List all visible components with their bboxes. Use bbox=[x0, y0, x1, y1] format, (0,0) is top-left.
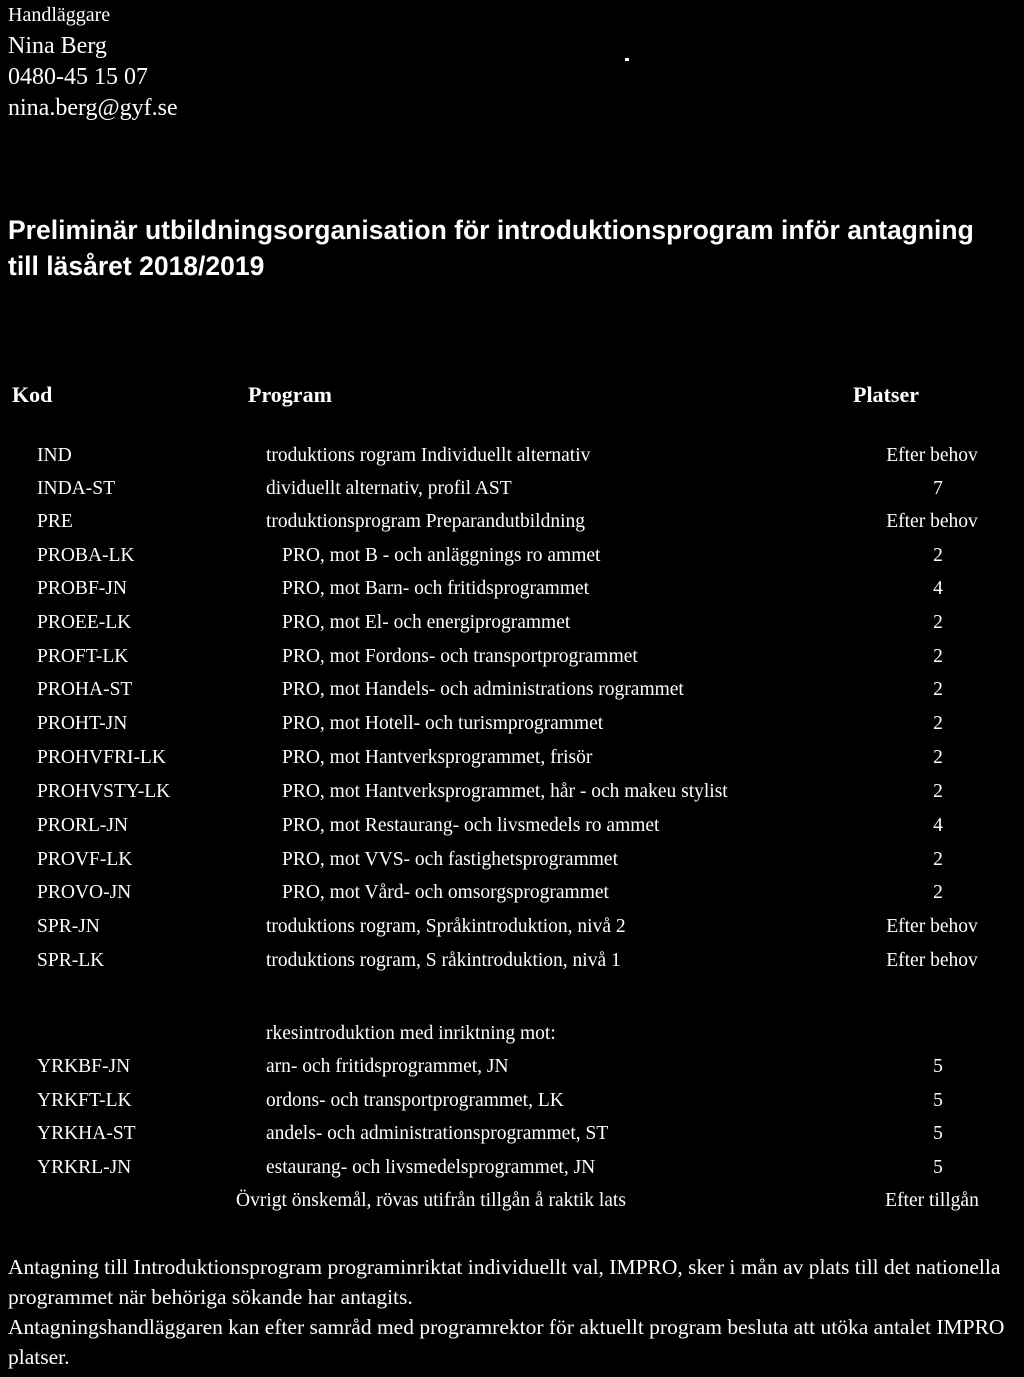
footer-paragraph: Antagningshandläggaren kan efter samråd med programrektor för aktuellt program besluta att utöka antalet IMPRO platser. bbox=[8, 1315, 1005, 1369]
row-platser: 5 bbox=[933, 1123, 943, 1144]
row-platser: Efter behov bbox=[886, 950, 978, 971]
row-program: PRO, mot Barn- och fritidsprogrammet bbox=[282, 578, 590, 599]
row-platser: 5 bbox=[933, 1157, 943, 1178]
table-row bbox=[0, 673, 1024, 706]
table-row bbox=[0, 910, 1024, 943]
contact-block bbox=[8, 0, 178, 124]
page-title: Preliminär utbildningsorganisation för introduktionsprogram inför antagning till läsåret 2018/2019 bbox=[8, 215, 974, 281]
table-row bbox=[0, 944, 1024, 977]
row-code: PROVF-LK bbox=[37, 849, 133, 870]
table-row bbox=[0, 472, 1024, 505]
row-code: PRORL-JN bbox=[37, 815, 129, 836]
row-program: PRO, mot Restaurang- och livsmedels ro ammet bbox=[282, 815, 660, 836]
column-header-kod: Kod bbox=[12, 382, 53, 407]
table-row bbox=[0, 775, 1024, 808]
table-row bbox=[0, 809, 1024, 842]
row-code: PROBF-JN bbox=[37, 578, 127, 599]
row-program: estaurang- och livsmedelsprogrammet, JN bbox=[266, 1157, 596, 1178]
table-row bbox=[0, 606, 1024, 639]
row-platser: 2 bbox=[933, 713, 943, 734]
row-platser: 2 bbox=[933, 781, 943, 802]
row-code: PROVO-JN bbox=[37, 882, 132, 903]
row-program: Övrigt önskemål, rövas utifrån tillgån å raktik lats bbox=[236, 1190, 626, 1211]
row-code: PROFT-LK bbox=[37, 646, 129, 667]
row-code: PROHA-ST bbox=[37, 679, 133, 700]
table-row bbox=[0, 707, 1024, 740]
row-platser: Efter behov bbox=[886, 445, 978, 466]
row-program: andels- och administrationsprogrammet, ST bbox=[266, 1123, 609, 1144]
table-row bbox=[0, 1151, 1024, 1184]
footer-notes bbox=[8, 1252, 1018, 1372]
row-platser: 7 bbox=[933, 478, 943, 499]
table-row bbox=[0, 1184, 1024, 1217]
row-program: dividuellt alternativ, profil AST bbox=[266, 478, 512, 499]
row-program: PRO, mot Hotell- och turismprogrammet bbox=[282, 713, 604, 734]
row-code: YRKBF-JN bbox=[37, 1056, 131, 1077]
row-program: PRO, mot Hantverksprogrammet, frisör bbox=[282, 747, 593, 768]
contact-role: Handläggare bbox=[8, 4, 111, 26]
row-program: PRO, mot Vård- och omsorgsprogrammet bbox=[282, 882, 609, 903]
yrk-section-title: rkesintroduktion med inriktning mot: bbox=[266, 1023, 556, 1044]
row-code: PROEE-LK bbox=[37, 612, 132, 633]
table-row bbox=[0, 843, 1024, 876]
row-program: troduktions rogram, S råkintroduktion, nivå 1 bbox=[266, 950, 621, 971]
row-code: PROBA-LK bbox=[37, 545, 135, 566]
row-program: arn- och fritidsprogrammet, JN bbox=[266, 1056, 509, 1077]
row-code: PRE bbox=[37, 511, 73, 532]
row-code: YRKRL-JN bbox=[37, 1157, 132, 1178]
row-code: IND bbox=[37, 445, 72, 466]
table-row bbox=[0, 1050, 1024, 1083]
table-row bbox=[0, 439, 1024, 472]
row-code: PROHVFRI-LK bbox=[37, 747, 166, 768]
contact-email: nina.berg@gyf.se bbox=[8, 95, 178, 121]
row-code: YRKHA-ST bbox=[37, 1123, 136, 1144]
row-platser: Efter behov bbox=[886, 916, 978, 937]
table-row bbox=[0, 539, 1024, 572]
row-platser: 2 bbox=[933, 646, 943, 667]
row-code: PROHVSTY-LK bbox=[37, 781, 171, 802]
row-platser: 2 bbox=[933, 882, 943, 903]
row-platser: 5 bbox=[933, 1090, 943, 1111]
row-platser: Efter behov bbox=[886, 511, 978, 532]
table-row bbox=[0, 572, 1024, 605]
row-program: troduktions rogram, Språkintroduktion, nivå 2 bbox=[266, 916, 626, 937]
row-platser: 2 bbox=[933, 545, 943, 566]
row-code: PROHT-JN bbox=[37, 713, 128, 734]
row-platser: 2 bbox=[933, 747, 943, 768]
row-platser: 2 bbox=[933, 612, 943, 633]
row-platser: 5 bbox=[933, 1056, 943, 1077]
table-row bbox=[0, 741, 1024, 774]
column-header-program: Program bbox=[248, 382, 332, 407]
contact-name: Nina Berg bbox=[8, 33, 107, 59]
row-program: PRO, mot El- och energiprogrammet bbox=[282, 612, 571, 633]
row-program: PRO, mot Fordons- och transportprogrammet bbox=[282, 646, 638, 667]
scan-speck bbox=[625, 58, 629, 61]
contact-phone: 0480-45 15 07 bbox=[8, 64, 148, 90]
table-row bbox=[0, 640, 1024, 673]
row-code: SPR-JN bbox=[37, 916, 100, 937]
row-platser: 2 bbox=[933, 679, 943, 700]
row-code: YRKFT-LK bbox=[37, 1090, 132, 1111]
row-program: PRO, mot B - och anläggnings ro ammet bbox=[282, 545, 601, 566]
row-program: ordons- och transportprogrammet, LK bbox=[266, 1090, 564, 1111]
row-code: SPR-LK bbox=[37, 950, 105, 971]
column-header-platser: Platser bbox=[853, 382, 919, 407]
row-platser: Efter tillgån bbox=[885, 1190, 979, 1211]
table-row bbox=[0, 1084, 1024, 1117]
row-program: troduktions rogram Individuellt alternativ bbox=[266, 445, 591, 466]
row-code: INDA-ST bbox=[37, 478, 115, 499]
footer-paragraph: Antagning till Introduktionsprogram programinriktat individuellt val, IMPRO, sker i mån av plats till det nationella programmet när behöriga sökande har antagits. bbox=[8, 1255, 1001, 1309]
table-row bbox=[0, 876, 1024, 909]
row-program: PRO, mot Hantverksprogrammet, hår - och makeu stylist bbox=[282, 781, 728, 802]
table-row bbox=[0, 1117, 1024, 1150]
table-row bbox=[0, 505, 1024, 538]
row-program: PRO, mot Handels- och administrations rogrammet bbox=[282, 679, 684, 700]
row-platser: 4 bbox=[933, 815, 943, 836]
row-program: troduktionsprogram Preparandutbildning bbox=[266, 511, 585, 532]
row-program: PRO, mot VVS- och fastighetsprogrammet bbox=[282, 849, 618, 870]
row-platser: 2 bbox=[933, 849, 943, 870]
row-platser: 4 bbox=[933, 578, 943, 599]
